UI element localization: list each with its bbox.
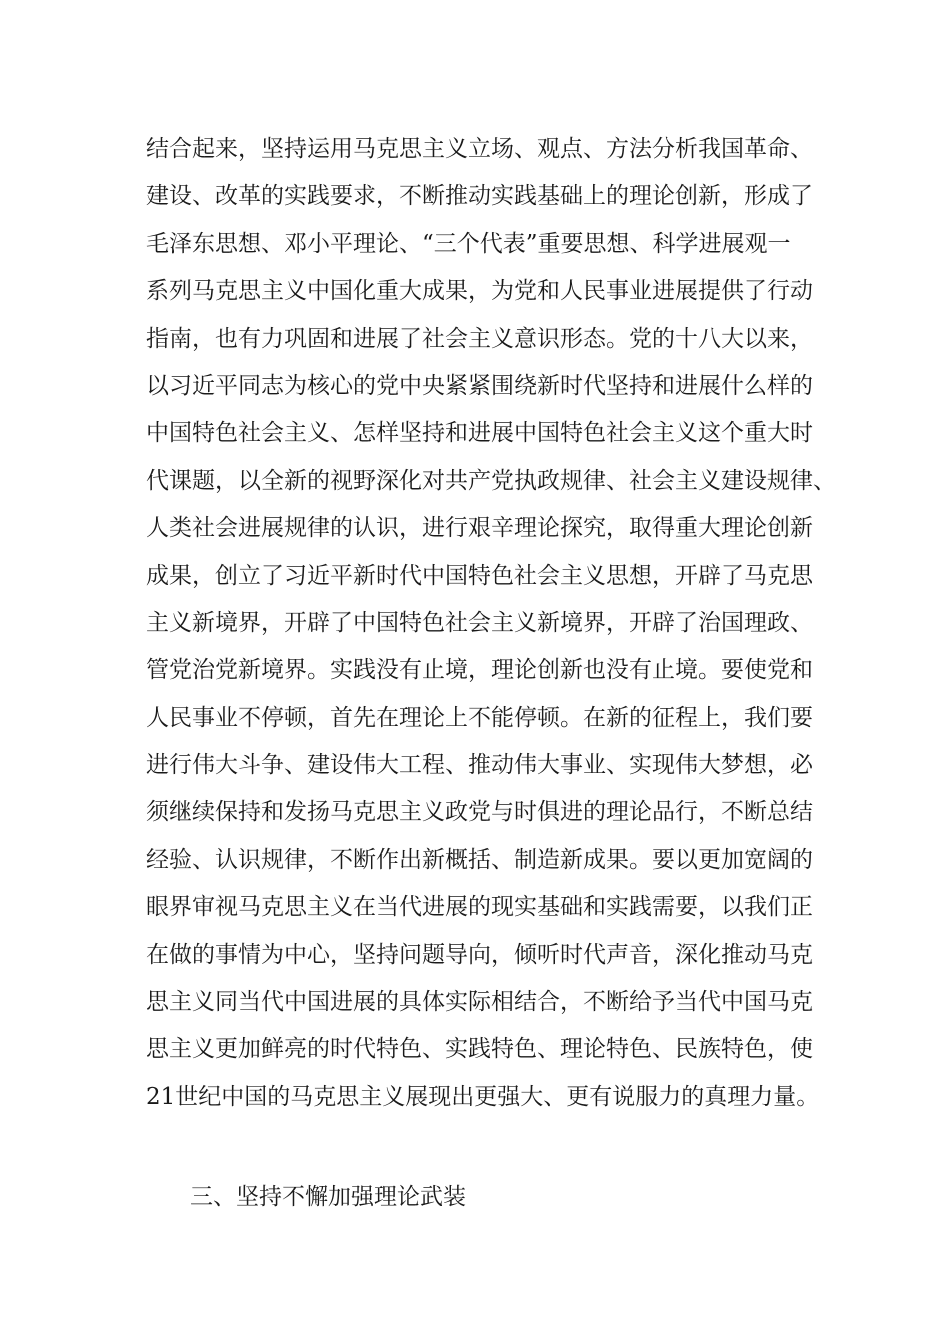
paragraph-line: 进行伟大斗争、建设伟大工程、推动伟大事业、实现伟大梦想，必 — [146, 752, 813, 779]
paragraph-line: 以习近平同志为核心的党中央紧紧围绕新时代坚持和进展什么样的 — [146, 372, 813, 399]
paragraph-line: 系列马克思主义中国化重大成果，为党和人民事业进展提供了行动 — [146, 278, 813, 305]
paragraph-line: 管党治党新境界。实践没有止境，理论创新也没有止境。要使党和 — [146, 657, 813, 684]
paragraph-line: 指南，也有力巩固和进展了社会主义意识形态。党的十八大以来， — [146, 325, 813, 352]
paragraph-line: 思主义同当代中国进展的具体实际相结合，不断给予当代中国马克 — [146, 989, 813, 1016]
paragraph-line: 建设、改革的实践要求，不断推动实践基础上的理论创新，形成了 — [146, 183, 813, 210]
paragraph-line: 经验、认识规律，不断作出新概括、制造新成果。要以更加宽阔的 — [146, 846, 813, 873]
paragraph-line: 人类社会进展规律的认识，进行艰辛理论探究，取得重大理论创新 — [146, 515, 813, 542]
paragraph-line: 结合起来，坚持运用马克思主义立场、观点、方法分析我国革命、 — [146, 136, 813, 162]
paragraph-line: 思主义更加鲜亮的时代特色、实践特色、理论特色、民族特色，使 — [146, 1036, 813, 1063]
paragraph-line: 中国特色社会主义、怎样坚持和进展中国特色社会主义这个重大时 — [146, 420, 813, 447]
paragraph-line: 毛泽东思想、邓小平理论、“三个代表”重要思想、科学进展观一 — [146, 230, 791, 257]
paragraph-line: 眼界审视马克思主义在当代进展的现实基础和实践需要，以我们正 — [146, 894, 813, 921]
paragraph-line: 人民事业不停顿，首先在理论上不能停顿。在新的征程上，我们要 — [146, 704, 813, 731]
section-heading: 三、坚持不懈加强理论武装 — [190, 1184, 466, 1210]
paragraph-line: 主义新境界，开辟了中国特色社会主义新境界，开辟了治国理政、 — [146, 609, 813, 636]
paragraph-line: 成果，创立了习近平新时代中国特色社会主义思想，开辟了马克思 — [146, 562, 813, 589]
paragraph-line: 须继续保持和发扬马克思主义政党与时俱进的理论品行，不断总结 — [146, 799, 813, 826]
paragraph-line: 在做的事情为中心，坚持问题导向，倾听时代声音，深化推动马克 — [146, 941, 813, 968]
paragraph-line: 21世纪中国的马克思主义展现出更强大、更有说服力的真理力量。 — [146, 1083, 820, 1110]
paragraph — [146, 126, 836, 1121]
paragraph-line: 代课题，以全新的视野深化对共产党执政规律、社会主义建设规律、 — [146, 467, 836, 494]
